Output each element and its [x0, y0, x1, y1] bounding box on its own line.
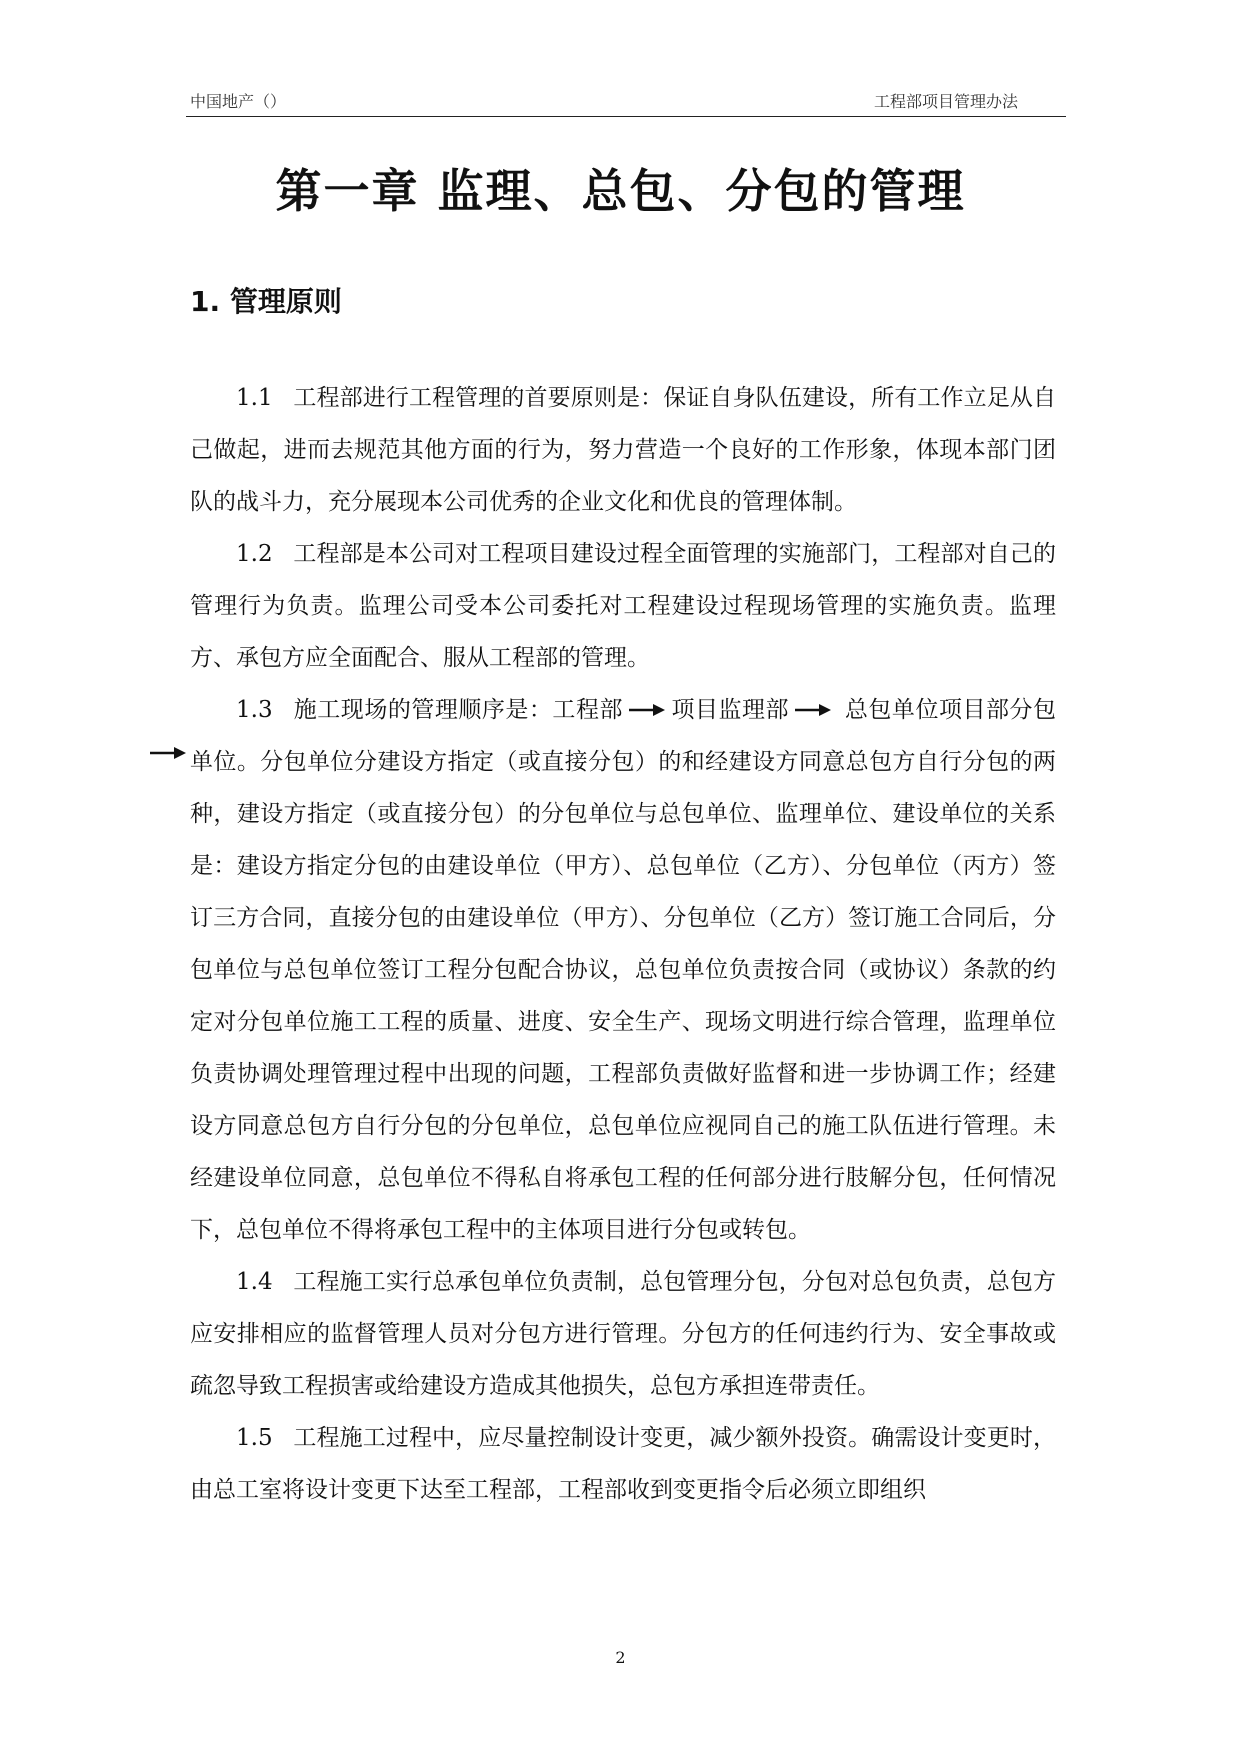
paragraph-1-1 — [190, 372, 1056, 528]
paragraph-1-4 — [190, 1256, 1056, 1412]
header-left: 中国地产（） — [190, 92, 287, 111]
chapter-title: 第一章 监理、总包、分包的管理 — [275, 164, 966, 218]
paragraph-number: 1.5 — [236, 1425, 273, 1451]
page-number: 2 — [615, 1648, 626, 1667]
paragraph-text: 工程部进行工程管理的首要原则是：保证自身队伍建设，所有工作立足从自己做起，进而去规范其他方面的行为，努力营造一个良好的工作形象，体现本部门团队的战斗力，充分展现本公司优秀的企业文化和优良的管理体制。 — [190, 385, 1056, 515]
paragraph-text: 项目监理部 — [670, 697, 790, 723]
paragraph-1-5 — [190, 1412, 1056, 1516]
paragraph-text: 总包单位项目部 — [837, 697, 1010, 723]
paragraph-text: 工程施工过程中，应尽量控制设计变更，减少额外投资。确需设计变更时，由总工室将设计变更下达至工程部，工程部收到变更指令后必须立即组织 — [190, 1425, 1056, 1503]
paragraph-number: 1.3 — [236, 697, 273, 723]
paragraph-text: 分包单位。分包单位分建设方指定（或直接分包）的和经建设方同意总包方自行分包的两种，建设方指定（或直接分包）的分包单位与总包单位、监理单位、建设单位的关系是：建设方指定分包的由建设单位（甲方）、总包单位（乙方）、分包单位（丙方）签订三方合同，直接分包的由建设单位（甲方）、分包单位（乙方）签订施工合同后，分包单位与总包单位签订工程分包配合协议，总包单位负责按合同（或协议）条款的约定对分包单位施工工程的质量、进度、安全生产、现场文明进行综合管理，监理单位负责协调处理管理过程中出现的问题，工程部负责做好监督和进一步协调工作；经建设方同意总包方自行分包的分包单位，总包单位应视同自己的施工队伍进行管理。未经建设单位同意，总包单位不得私自将承包工程的任何部分进行肢解分包，任何情况下，总包单位不得将承包工程中的主体项目进行分包或转包。 — [190, 697, 1057, 1243]
paragraph-number: 1.1 — [236, 385, 273, 411]
paragraph-number: 1.2 — [236, 541, 273, 567]
arrow-right-icon — [148, 744, 188, 762]
arrow-right-icon — [627, 701, 667, 719]
header-right: 工程部项目管理办法 — [873, 92, 1018, 111]
document-body — [190, 372, 1056, 1516]
paragraph-text: 工程施工实行总承包单位负责制，总包管理分包，分包对总包负责，总包方应安排相应的监督管理人员对分包方进行管理。分包方的任何违约行为、安全事故或疏忽导致工程损害或给建设方造成其他损失，总包方承担连带责任。 — [190, 1269, 1056, 1399]
paragraph-number: 1.4 — [236, 1269, 273, 1295]
paragraph-1-3 — [190, 684, 1056, 1256]
paragraph-1-2 — [190, 528, 1056, 684]
paragraph-text: 工程部是本公司对工程项目建设过程全面管理的实施部门，工程部对自己的管理行为负责。监理公司受本公司委托对工程建设过程现场管理的实施负责。监理方、承包方应全面配合、服从工程部的管理。 — [190, 541, 1056, 671]
page-header — [186, 86, 1066, 117]
paragraph-text: 施工现场的管理顺序是：工程部 — [293, 697, 623, 723]
arrow-right-icon — [793, 701, 833, 719]
section-title: 1. 管理原则 — [190, 285, 342, 318]
